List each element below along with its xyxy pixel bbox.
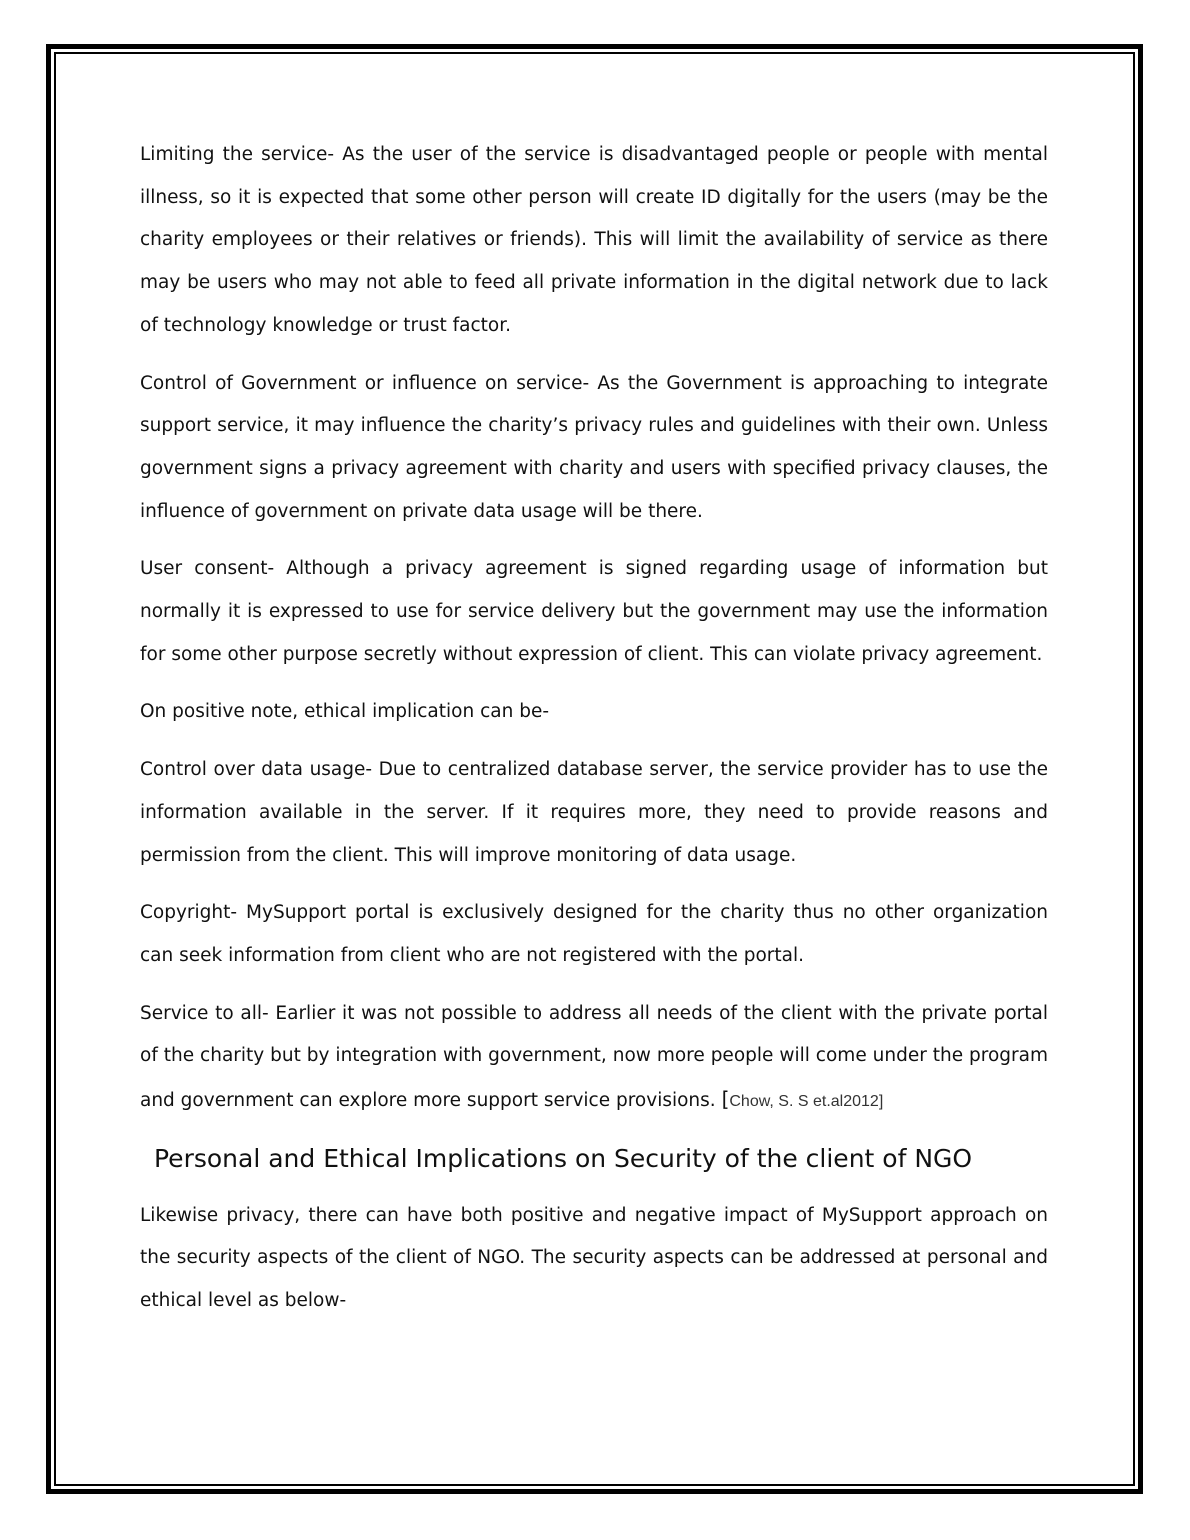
- citation: Chow, S. S et.al2012: [729, 1093, 879, 1111]
- paragraph-likewise-privacy: Likewise privacy, there can have both positive and negative impact of MySupport approach on the security aspects of the client of NGO. The security aspects can be addressed at personal and ethical level as below-: [140, 1204, 1048, 1312]
- section-heading: Personal and Ethical Implications on Security of the client of NGO: [154, 1143, 973, 1173]
- citation-open-bracket: [: [721, 1087, 730, 1112]
- paragraph-user-consent: User consent- Although a privacy agreement is signed regarding usage of information but normally it is expressed to use for service delivery but the government may use the information for some other purpose secretly without expression of client. This can violate privacy agreement.: [140, 558, 1048, 665]
- service-text: Service to all- Earlier it was not possible to address all needs of the client with the private portal of the charity but by integration with government, now more people will come under the program and government can explore more support service provisions.: [140, 1002, 1048, 1112]
- paragraph-government-control: Control of Government or influence on service- As the Government is approaching to integrate support service, it may influence the charity’s privacy rules and guidelines with their own. Unless government signs a privacy agreement with charity and users with specified privacy clauses, the influence of government on private data usage will be there.: [140, 372, 1048, 522]
- paragraph-data-usage-control: Control over data usage- Due to centralized database server, the service provider has to use the information available in the server. If it requires more, they need to provide reasons and permission from the client. This will improve monitoring of data usage.: [140, 759, 1048, 866]
- paragraph-service-to-all: [140, 993, 1048, 1124]
- document-body: [140, 134, 1048, 1338]
- citation-close-bracket: ]: [878, 1093, 884, 1111]
- paragraph-limiting-service: Limiting the service- As the user of the service is disadvantaged people or people with mental illness, so it is expected that some other person will create ID digitally for the users (may be the charity employees or their relatives or friends). This will limit the availability of service as there may be users who may not able to feed all private information in the digital network due to lack of technology knowledge or trust factor.: [140, 144, 1048, 336]
- paragraph-copyright: Copyright- MySupport portal is exclusively designed for the charity thus no other organization can seek information from client who are not registered with the portal.: [140, 902, 1048, 966]
- paragraph-positive-note: On positive note, ethical implication can be-: [140, 701, 550, 723]
